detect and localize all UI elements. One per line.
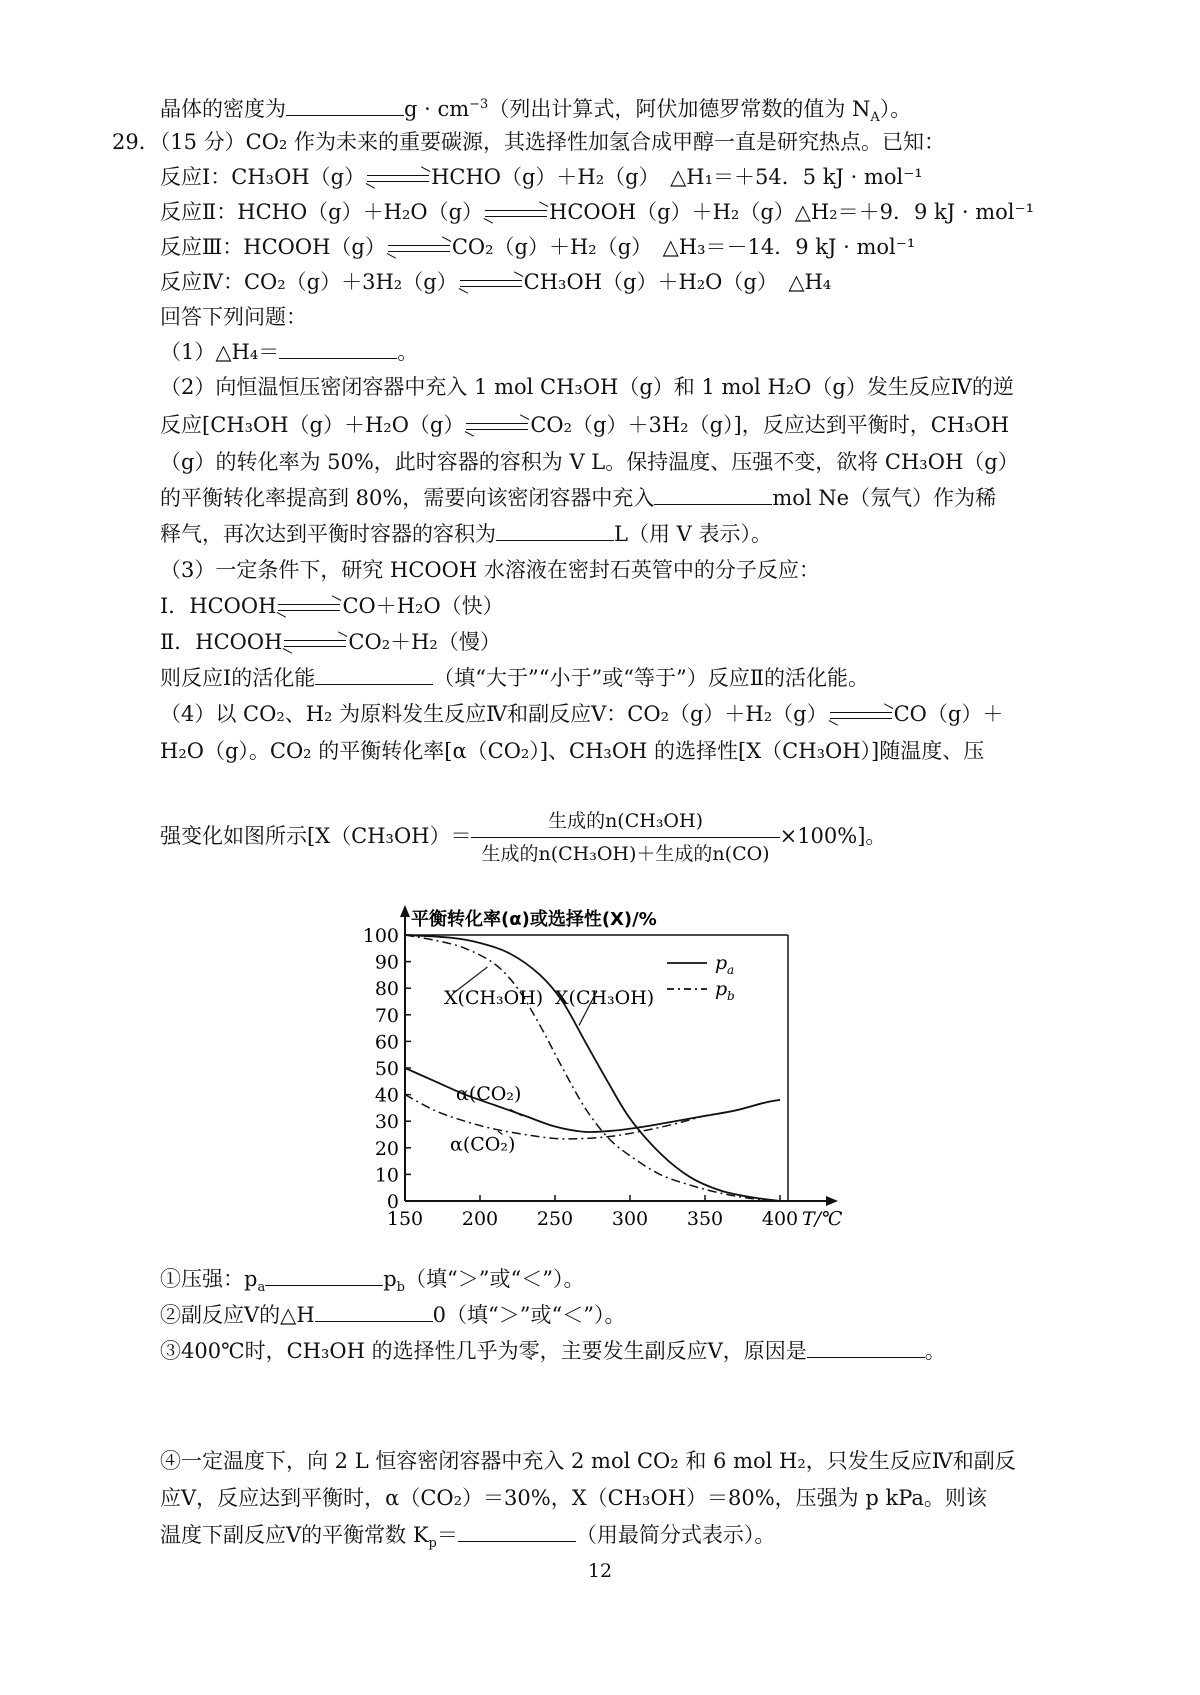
x-tick-label: 400 xyxy=(761,1208,799,1230)
y-tick-label: 60 xyxy=(374,1031,399,1054)
sub-question-1: ①压强：$p_a$ $p_b$（填“＞”或“＜”）。 xyxy=(160,1267,585,1296)
legend-sub: a xyxy=(727,963,735,977)
sub-question-4-line-3: 温度下副反应Ⅴ的平衡常数 $K_p=$ （用最简分式表示）。 xyxy=(160,1523,776,1552)
y-axis-arrow-icon xyxy=(400,905,410,917)
part-2-line-5: 释气，再次达到平衡时容器的容积为 L（用 V 表示）。 xyxy=(160,522,772,546)
equilibrium-arrow-icon xyxy=(278,601,340,615)
sub-question-3: ③400℃时，CH₃OH 的选择性几乎为零，主要发生副反应Ⅴ，原因是 。 xyxy=(160,1339,946,1363)
y-tick-label: 40 xyxy=(374,1084,399,1107)
curve-annotation: X(CH₃OH) xyxy=(444,987,544,1010)
part-4-line-2: H₂O（g）。CO₂ 的平衡转化率[α（CO₂）]、CH₃OH 的选择性[X（CH₃OH）]随温度、压 xyxy=(160,739,985,763)
equilibrium-chart xyxy=(355,905,875,1265)
y-tick-label: 100 xyxy=(362,925,399,947)
y-tick-label: 90 xyxy=(374,951,399,974)
answer-blank[interactable] xyxy=(315,1301,433,1322)
answer-blank[interactable] xyxy=(279,338,397,359)
answer-prompt: 回答下列问题： xyxy=(160,305,307,329)
question-29-stem: 29．（15 分）CO₂ 作为未来的重要碳源，其选择性加氢合成甲醇一直是研究热点。已知： xyxy=(112,130,946,154)
x-axis-label: T/℃ xyxy=(802,1208,843,1230)
y-tick-label: 80 xyxy=(374,978,399,1001)
part-2-line-1: （2）向恒温恒压密闭容器中充入 1 mol CH₃OH（g）和 1 mol H₂O（g）发生反应Ⅳ的逆 xyxy=(160,375,1014,399)
reaction-1: 反应Ⅰ：CH₃OH（g） HCHO（g）＋H₂（g） △H₁＝＋54．5 kJ · mol⁻¹ xyxy=(160,165,923,189)
x-tick-label: 200 xyxy=(461,1208,499,1230)
part-1: （1）△H₄＝ 。 xyxy=(160,340,419,364)
page-number: 12 xyxy=(587,1560,613,1582)
part-3-reaction-2: Ⅱ．HCOOH CO₂＋H₂（慢） xyxy=(160,630,501,654)
part-2-line-3: （g）的转化率为 50%，此时容器的容积为 V L。保持温度、压强不变，欲将 CH₃OH（g） xyxy=(160,450,1019,474)
answer-blank[interactable] xyxy=(315,664,433,685)
curve-X_pb xyxy=(405,935,780,1201)
chart-labels xyxy=(411,908,842,1230)
annotation-leader xyxy=(510,1109,522,1116)
y-tick-label: 70 xyxy=(374,1004,399,1027)
x-tick-label: 300 xyxy=(611,1208,649,1230)
y-tick-label: 10 xyxy=(374,1164,399,1187)
reaction-3: 反应Ⅲ：HCOOH（g） CO₂（g）＋H₂（g） △H₃＝－14．9 kJ · mol⁻¹ xyxy=(160,235,916,259)
equilibrium-arrow-icon xyxy=(485,207,547,221)
selectivity-fraction: $\frac{\text{生成的n(CH₃OH)}}{\text{生成的n(CH₃OH)＋生成的n(CO)}}$ xyxy=(471,807,779,868)
legend-label: p xyxy=(715,978,728,1000)
sub-question-4-line-1: ④一定温度下，向 2 L 恒容密闭容器中充入 2 mol CO₂ 和 6 mol H₂，只发生反应Ⅳ和副反 xyxy=(160,1449,1016,1473)
part-3-reaction-1: Ⅰ．HCOOH CO＋H₂O（快） xyxy=(160,594,504,618)
equilibrium-arrow-icon xyxy=(388,242,450,256)
y-tick-label: 30 xyxy=(374,1111,399,1134)
equilibrium-arrow-icon xyxy=(460,277,522,291)
x-tick-label: 150 xyxy=(386,1208,424,1230)
curve-annotation: α(CO₂) xyxy=(456,1082,522,1105)
legend-label: p xyxy=(715,952,728,974)
answer-blank[interactable] xyxy=(286,95,404,116)
curve-annotation: X(CH₃OH) xyxy=(555,987,655,1010)
curve-annotation: α(CO₂) xyxy=(450,1133,516,1156)
sub-question-4-line-2: 应Ⅴ，反应达到平衡时，α（CO₂）＝30%，X（CH₃OH）＝80%，压强为 p kPa。则该 xyxy=(160,1486,987,1510)
part-4-line-1: （4）以 CO₂、H₂ 为原料发生反应Ⅳ和副反应Ⅴ：CO₂（g）＋H₂（g） CO（g）＋ xyxy=(160,702,1004,726)
y-tick-label: 20 xyxy=(374,1137,399,1160)
chart-curves xyxy=(405,935,780,1201)
x-tick-label: 250 xyxy=(536,1208,574,1230)
sub-question-2: ②副反应Ⅴ的△H 0（填“＞”或“＜”）。 xyxy=(160,1303,626,1327)
part-4-line-3: 强变化如图所示[X（CH₃OH）＝ $\frac{\text{生成的n(CH₃OH)}}{\text{生成的n(CH₃OH)＋生成的n(CO)}}$ ×100%]。 xyxy=(160,807,886,868)
y-tick-label: 0 xyxy=(386,1191,399,1213)
answer-blank[interactable] xyxy=(458,1521,576,1542)
part-3-line-1: （3）一定条件下，研究 HCOOH 水溶液在密封石英管中的分子反应： xyxy=(160,558,820,582)
y-axis-label: 平衡转化率(α)或选择性(X)/% xyxy=(411,909,657,930)
equilibrium-arrow-icon xyxy=(367,172,429,186)
answer-blank[interactable] xyxy=(265,1265,383,1286)
reaction-4: 反应Ⅳ：CO₂（g）＋3H₂（g） CH₃OH（g）＋H₂O（g） △H₄ xyxy=(160,270,832,294)
x-axis-arrow-icon xyxy=(826,1196,838,1206)
reaction-2: 反应Ⅱ：HCHO（g）＋H₂O（g） HCOOH（g）＋H₂（g）△H₂＝＋9．9 kJ · mol⁻¹ xyxy=(160,200,1034,224)
density-line: 晶体的密度为 $g \cdot cm^{-3}$（列出计算式，阿伏加德罗常数的值为 $N_A$）。 xyxy=(160,97,912,126)
part-3-line-4: 则反应Ⅰ的活化能 （填“大于”“小于”或“等于”）反应Ⅱ的活化能。 xyxy=(160,666,869,690)
equilibrium-arrow-icon xyxy=(284,637,346,651)
equilibrium-arrow-icon xyxy=(830,709,892,723)
x-tick-label: 350 xyxy=(686,1208,724,1230)
legend-sub: b xyxy=(727,989,735,1003)
part-2-line-4: 的平衡转化率提高到 80%，需要向该密闭容器中充入 mol Ne（氖气）作为稀 xyxy=(160,486,997,510)
equilibrium-arrow-icon xyxy=(466,420,528,434)
answer-blank[interactable] xyxy=(807,1337,925,1358)
answer-blank[interactable] xyxy=(496,520,614,541)
part-2-line-2: 反应[CH₃OH（g）＋H₂O（g） CO₂（g）＋3H₂（g）]，反应达到平衡时，CH₃OH xyxy=(160,413,1010,437)
y-tick-label: 50 xyxy=(374,1058,399,1080)
answer-blank[interactable] xyxy=(654,484,772,505)
curve-X_pa xyxy=(405,935,780,1201)
